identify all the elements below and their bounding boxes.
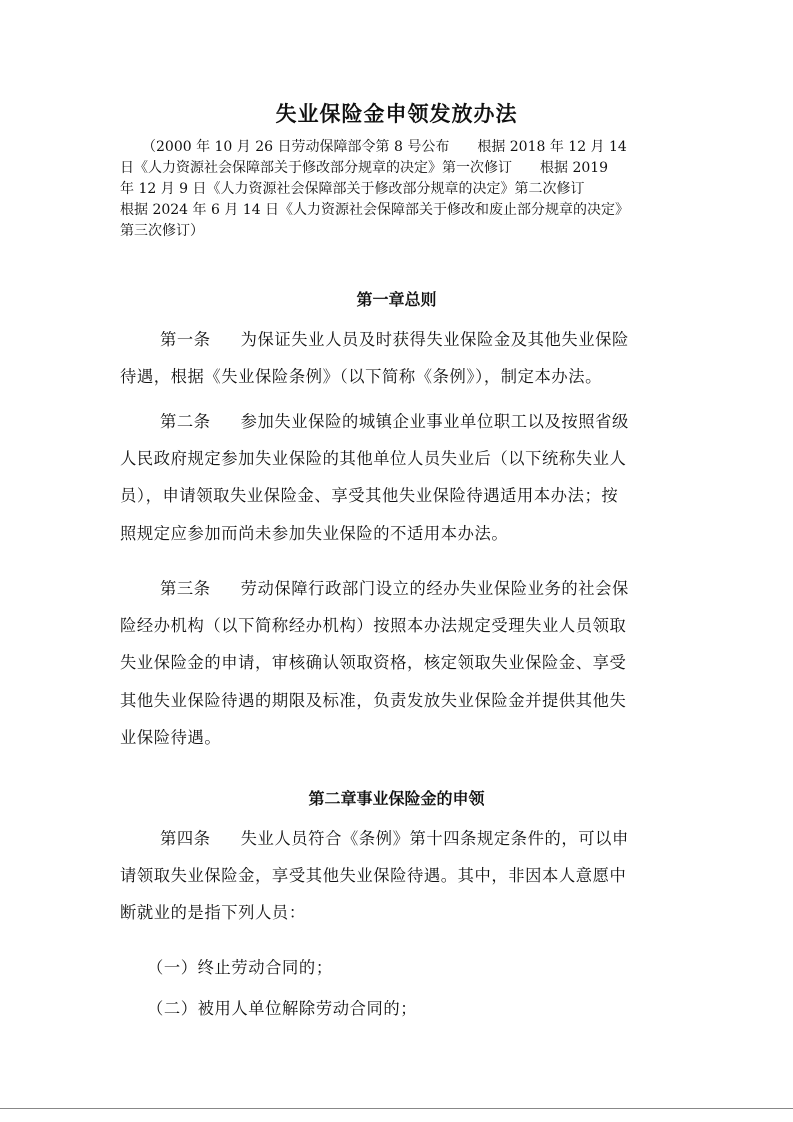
revision-note <box>120 137 680 242</box>
note-line: 第三次修订） <box>120 223 204 239</box>
article-text: 险经办机构（以下简称经办机构）按照本办法规定受理失业人员领取 <box>120 616 627 636</box>
article-number: 第三条 <box>160 579 211 598</box>
article-text: 照规定应参加而尚未参加失业保险的不适用本办法。 <box>120 523 509 543</box>
chapter-heading: 第一章总则 <box>356 290 437 309</box>
article-number: 第一条 <box>160 330 211 349</box>
document-title: 失业保险金申领发放办法 <box>275 101 518 126</box>
article-number: 第四条 <box>160 829 211 848</box>
note-line: 日《人力资源社会保障部关于修改部分规章的决定》第一次修订 根据 2019 <box>120 160 609 176</box>
chapter-heading: 第二章事业保险金的申领 <box>308 789 485 808</box>
page-bottom-rule <box>0 1108 793 1109</box>
article-text: 请领取失业保险金，享受其他失业保险待遇。其中，非因本人意愿中 <box>120 866 627 886</box>
article-text: 为保证失业人员及时获得失业保险金及其他失业保险 <box>240 330 629 349</box>
list-item: （二）被用人单位解除劳动合同的； <box>147 999 418 1018</box>
article-text: 员），申请领取失业保险金、享受其他失业保险待遇适用本办法；按 <box>120 486 619 506</box>
article-text: 参加失业保险的城镇企业事业单位职工以及按照省级 <box>240 412 629 431</box>
article-1 <box>120 321 676 395</box>
article-3 <box>120 570 676 756</box>
article-text: 失业人员符合《条例》第十四条规定条件的，可以申 <box>240 829 629 848</box>
note-line: （2000 年 10 月 26 日劳动保障部令第 8 号公布 根据 2018 年 12 月 14 <box>142 139 627 155</box>
article-4 <box>120 820 676 932</box>
article-text: 断就业的是指下列人员： <box>120 903 306 923</box>
article-text: 人民政府规定参加失业保险的其他单位人员失业后（以下统称失业人 <box>120 449 627 469</box>
article-text: 业保险待遇。 <box>120 727 222 747</box>
article-2 <box>120 403 676 552</box>
article-text: 待遇，根据《失业保险条例》（以下简称《条例》），制定本办法。 <box>120 367 603 387</box>
article-text: 其他失业保险待遇的期限及标准，负责发放失业保险金并提供其他失 <box>120 690 627 710</box>
article-number: 第二条 <box>160 412 211 431</box>
article-text: 劳动保障行政部门设立的经办失业保险业务的社会保 <box>240 579 629 598</box>
article-text: 失业保险金的申请，审核确认领取资格，核定领取失业保险金、享受 <box>120 653 627 673</box>
note-line: 年 12 月 9 日《人力资源社会保障部关于修改部分规章的决定》第二次修订 <box>120 181 585 197</box>
note-line: 根据 2024 年 6 月 14 日《人力资源社会保障部关于修改和废止部分规章的决定》 <box>120 202 630 218</box>
list-item: （一）终止劳动合同的； <box>147 958 333 977</box>
